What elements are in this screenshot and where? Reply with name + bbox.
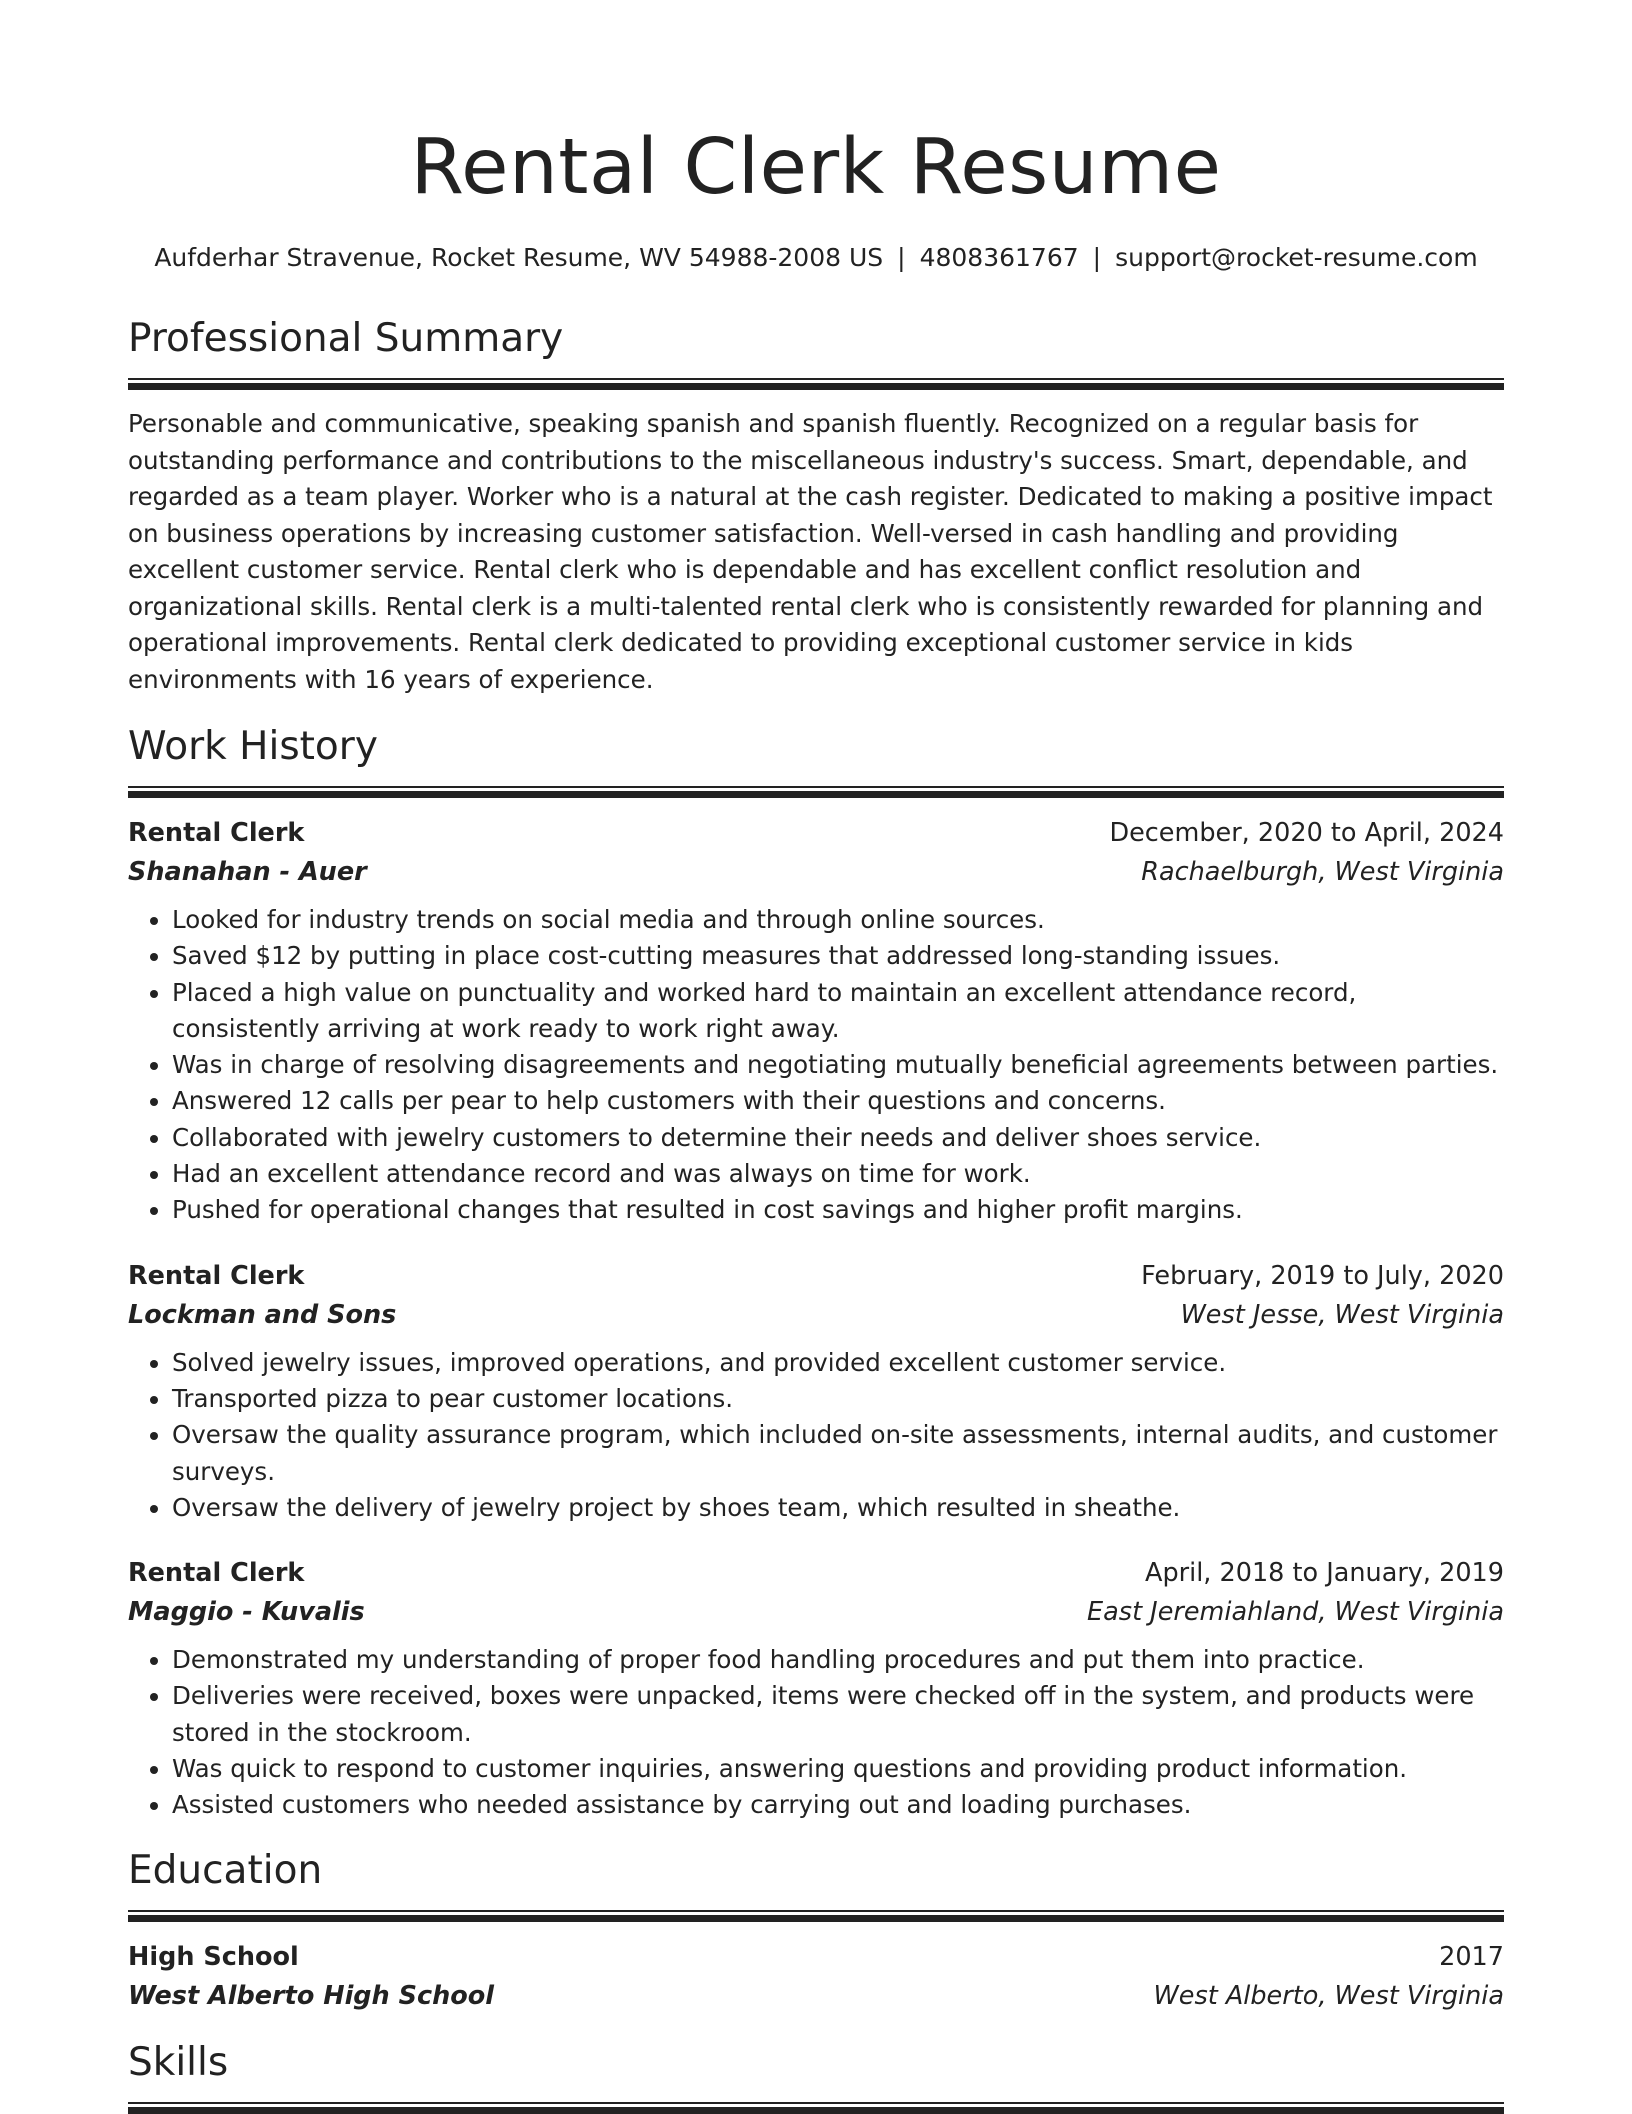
section-divider bbox=[128, 378, 1504, 390]
education-school: West Alberto High School bbox=[128, 1980, 495, 2011]
job-bullet: • Demonstrated my understanding of proper food handling procedures and put them into practice. bbox=[172, 1642, 1504, 1678]
job-bullet: • Saved $12 by putting in place cost-cutting measures that addressed long-standing issues. bbox=[172, 938, 1504, 974]
contact-phone: 4808361767 bbox=[919, 243, 1079, 272]
job-dates: February, 2019 to July, 2020 bbox=[1141, 1260, 1504, 1291]
job-title: Rental Clerk bbox=[128, 1260, 305, 1291]
job-entry bbox=[128, 814, 1504, 1229]
job-location: East Jeremiahland, West Virginia bbox=[1087, 1597, 1504, 1628]
job-bullet: • Collaborated with jewelry customers to determine their needs and deliver shoes service. bbox=[172, 1120, 1504, 1156]
job-bullets bbox=[128, 1345, 1504, 1526]
job-bullet: • Oversaw the quality assurance program, which included on-site assessments, internal audits, and customer surveys. bbox=[172, 1417, 1504, 1490]
education-degree: High School bbox=[128, 1941, 299, 1972]
work-history-section bbox=[128, 722, 1504, 1824]
job-bullet: • Assisted customers who needed assistance by carrying out and loading purchases. bbox=[172, 1787, 1504, 1823]
work-history-heading: Work History bbox=[128, 724, 378, 769]
job-bullet: • Was in charge of resolving disagreements and negotiating mutually beneficial agreements between parties. bbox=[172, 1047, 1504, 1083]
job-location: West Jesse, West Virginia bbox=[1180, 1299, 1504, 1330]
job-company: Shanahan - Auer bbox=[128, 857, 367, 887]
job-entry bbox=[128, 1554, 1504, 1823]
job-dates: April, 2018 to January, 2019 bbox=[1145, 1558, 1504, 1589]
job-bullet: • Had an excellent attendance record and was always on time for work. bbox=[172, 1156, 1504, 1192]
skills-heading: Skills bbox=[128, 2039, 229, 2085]
job-bullet: • Solved jewelry issues, improved operations, and provided excellent customer service. bbox=[172, 1345, 1504, 1381]
summary-text: Personable and communicative, speaking spanish and spanish fluently. Recognized on a regular basis for outstanding performance and contributions to the miscellaneous industry's success. Smart, dependable, and regarded as a team player. Worker who is a natural at the cash register. Dedicated to making a positive impact on business operations by increasing customer satisfaction. Well-versed in cash handling and providing excellent customer service. Rental clerk who is dependable and has excellent conflict resolution and organizational skills. Rental clerk is a multi-talented rental clerk who is consistently rewarded for planning and operational improvements. Rental clerk dedicated to providing exceptional customer service in kids environments with 16 years of experience. bbox=[128, 409, 1493, 694]
education-section bbox=[128, 1846, 1504, 2016]
resume-title: Rental Clerk Resume bbox=[410, 123, 1222, 212]
contact-separator: | bbox=[897, 243, 906, 272]
job-bullets bbox=[128, 902, 1504, 1229]
job-bullet: • Oversaw the delivery of jewelry project by shoes team, which resulted in sheathe. bbox=[172, 1490, 1504, 1526]
job-company: Lockman and Sons bbox=[128, 1299, 397, 1330]
summary-heading: Professional Summary bbox=[128, 316, 564, 361]
job-bullet: • Looked for industry trends on social media and through online sources. bbox=[172, 902, 1504, 938]
contact-email: support@rocket-resume.com bbox=[1115, 243, 1478, 272]
job-bullet: • Deliveries were received, boxes were unpacked, items were checked off in the system, and products were stored in the stockroom. bbox=[172, 1678, 1504, 1751]
job-dates: December, 2020 to April, 2024 bbox=[1109, 818, 1504, 848]
contact-line bbox=[128, 240, 1504, 276]
job-bullet: • Answered 12 calls per pear to help customers with their questions and concerns. bbox=[172, 1083, 1504, 1119]
job-bullet: • Placed a high value on punctuality and worked hard to maintain an excellent attendance record, consistently arriving at work ready to work right away. bbox=[172, 975, 1504, 1048]
education-heading: Education bbox=[128, 1847, 323, 1893]
section-divider bbox=[128, 786, 1504, 798]
skills-section bbox=[128, 2038, 1504, 2114]
summary-section bbox=[128, 314, 1504, 698]
job-bullets bbox=[128, 1642, 1504, 1823]
job-bullet: • Was quick to respond to customer inquiries, answering questions and providing product information. bbox=[172, 1751, 1504, 1787]
job-entry bbox=[128, 1257, 1504, 1526]
contact-address: Aufderhar Stravenue, Rocket Resume, WV 54988-2008 US bbox=[154, 243, 884, 272]
job-company: Maggio - Kuvalis bbox=[128, 1597, 365, 1628]
job-bullet: • Transported pizza to pear customer locations. bbox=[172, 1381, 1504, 1417]
contact-separator: | bbox=[1092, 243, 1102, 272]
section-divider bbox=[128, 1910, 1504, 1922]
job-title: Rental Clerk bbox=[128, 818, 305, 848]
job-bullet: • Pushed for operational changes that resulted in cost savings and higher profit margins. bbox=[172, 1192, 1504, 1228]
job-title: Rental Clerk bbox=[128, 1558, 305, 1589]
education-year: 2017 bbox=[1439, 1941, 1504, 1972]
education-location: West Alberto, West Virginia bbox=[1153, 1980, 1504, 2011]
job-location: Rachaelburgh, West Virginia bbox=[1141, 857, 1504, 887]
